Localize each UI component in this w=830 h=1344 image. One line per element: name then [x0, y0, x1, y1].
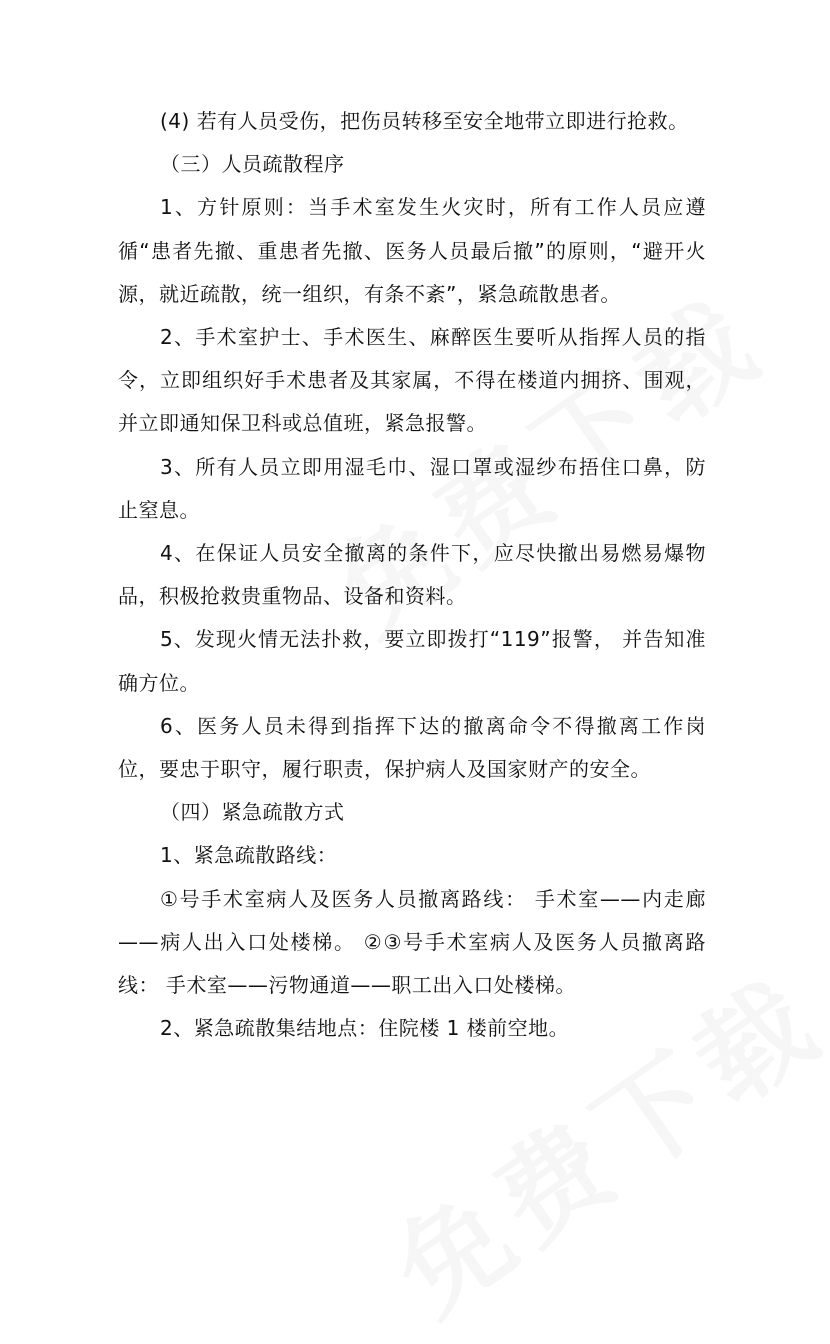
paragraph-evacuation-route-title: 1、紧急疏散路线： [160, 843, 338, 868]
paragraph-principle: 1、方针原则：当手术室发生火灾时，所有工作人员应遵循“患者先撤、重患者先撤、医务人员最后撤”的原则，“避开火源，就近疏散，统一组织，有条不紊”，紧急疏散患者。 [118, 195, 706, 306]
paragraph-injured-rescue: (4) 若有人员受伤，把伤员转移至安全地带立即进行抢救。 [160, 109, 689, 133]
paragraph-call-119: 5、发现火情无法扑救，要立即拨打“119”报警， 并告知准确方位。 [118, 627, 706, 695]
document-body [118, 100, 706, 1050]
section-heading-evacuation-method: （四）紧急疏散方式 [160, 800, 345, 825]
paragraph-wet-towel: 3、所有人员立即用湿毛巾、湿口罩或湿纱布捂住口鼻，防止窒息。 [118, 454, 706, 522]
paragraph-evacuation-routes: ①号手术室病人及医务人员撤离路线： 手术室——内走廊——病人出入口处楼梯。 ②③号手术室病人及医务人员撤离路线： 手术室——污物通道——职工出入口处楼梯。 [118, 886, 706, 998]
paragraph-stay-at-post: 6、医务人员未得到指挥下达的撤离命令不得撤离工作岗位，要忠于职守，履行职责，保护病人及国家财产的安全。 [118, 713, 706, 782]
paragraph-flammables: 4、在保证人员安全撤离的条件下，应尽快撤出易燃易爆物品，积极抢救贵重物品、设备和资料。 [118, 541, 706, 609]
section-heading-evacuation-procedure: （三）人员疏散程序 [160, 152, 345, 177]
paragraph-staff-orders: 2、手术室护士、手术医生、麻醉医生要听从指挥人员的指令，立即组织好手术患者及其家属，不得在楼道内拥挤、围观，并立即通知保卫科或总值班，紧急报警。 [118, 325, 706, 436]
paragraph-assembly-point: 2、紧急疏散集结地点：住院楼 1 楼前空地。 [160, 1016, 570, 1041]
